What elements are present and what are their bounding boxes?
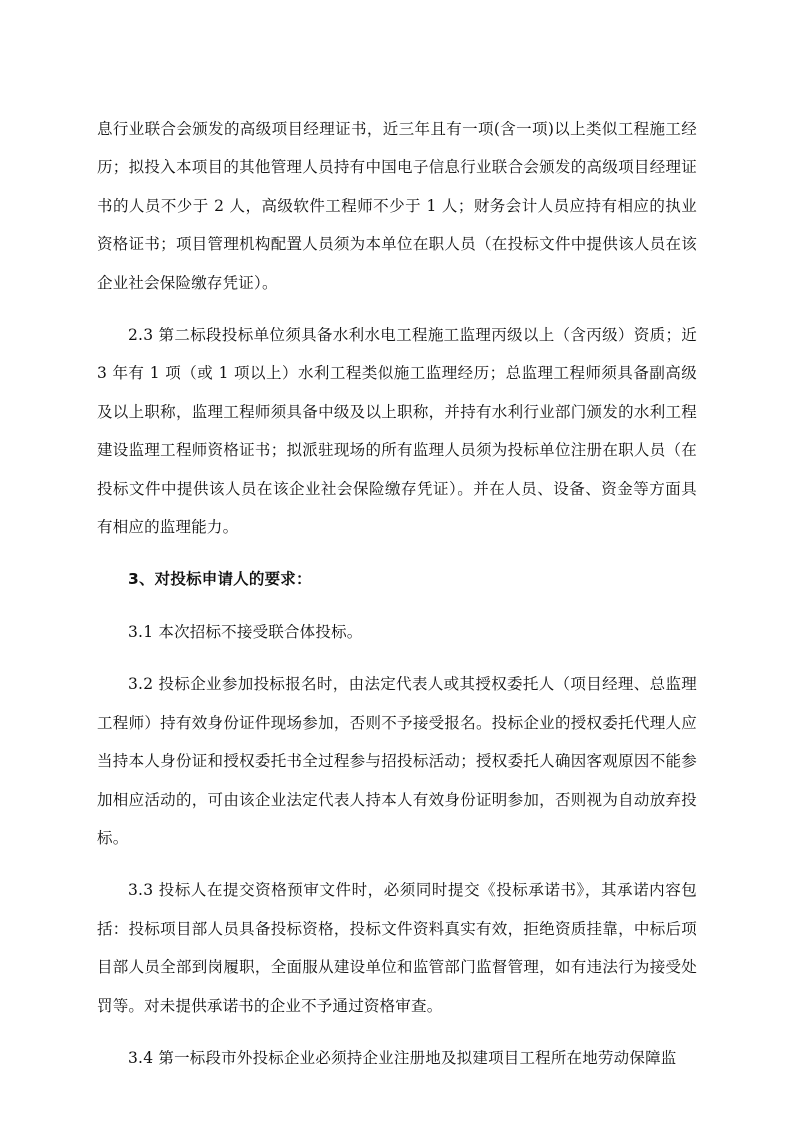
paragraph-3-4-outside-bidders: 3.4 第一标段市外投标企业必须持企业注册地及拟建项目工程所在地劳动保障监 <box>128 1048 677 1067</box>
document-body <box>97 110 697 1091</box>
paragraph-3-1-no-consortium: 3.1 本次招标不接受联合体投标。 <box>128 622 363 641</box>
paragraph-3-3-commitment-letter: 3.3 投标人在提交资格预审文件时，必须同时提交《投标承诺书》，其承诺内容包括：投标项目部人员具备投标资格，投标文件资料真实有效，拒绝资质挂靠，中标后项目部人员全部到岗履职，全面服从建设单位和监管部门监督管理，如有违法行为接受处罚等。对未提供承诺书的企业不予通过资格审查。 <box>97 881 697 1015</box>
paragraph-personnel-qualifications: 息行业联合会颁发的高级项目经理证书，近三年且有一项(含一项)以上类似工程施工经历；拟投入本项目的其他管理人员持有中国电子信息行业联合会颁发的高级项目经理证书的人员不少于 2 人，高级软件工程师不少于 1 人；财务会计人员应持有相应的执业资格证书；项目管理机构配置人员须为本单位在职人员（在投标文件中提供该人员在该企业社会保险缴存凭证）。 <box>97 120 697 292</box>
section-heading-bidder-requirements: 3、对投标申请人的要求： <box>128 570 312 589</box>
paragraph-3-2-registration: 3.2 投标企业参加投标报名时，由法定代表人或其授权委托人（项目经理、总监理工程师）持有效身份证件现场参加，否则不予接受报名。投标企业的授权委托代理人应当持本人身份证和授权委托书全过程参与招投标活动；授权委托人确因客观原因不能参加相应活动的，可由该企业法定代表人持本人有效身份证明参加，否则视为自动放弃投标。 <box>97 675 697 847</box>
paragraph-2-3-section-two-requirements: 2.3 第二标段投标单位须具备水利水电工程施工监理丙级以上（含丙级）资质；近 3 年有 1 项（或 1 项以上）水利工程类似施工监理经历；总监理工程师须具备副高级及以上职称，监理工程师须具备中级及以上职称，并持有水利行业部门颁发的水利工程建设监理工程师资格证书；拟派驻现场的所有监理人员须为投标单位注册在职人员（在投标文件中提供该人员在该企业社会保险缴存凭证）。并在人员、设备、资金等方面具有相应的监理能力。 <box>97 326 697 537</box>
